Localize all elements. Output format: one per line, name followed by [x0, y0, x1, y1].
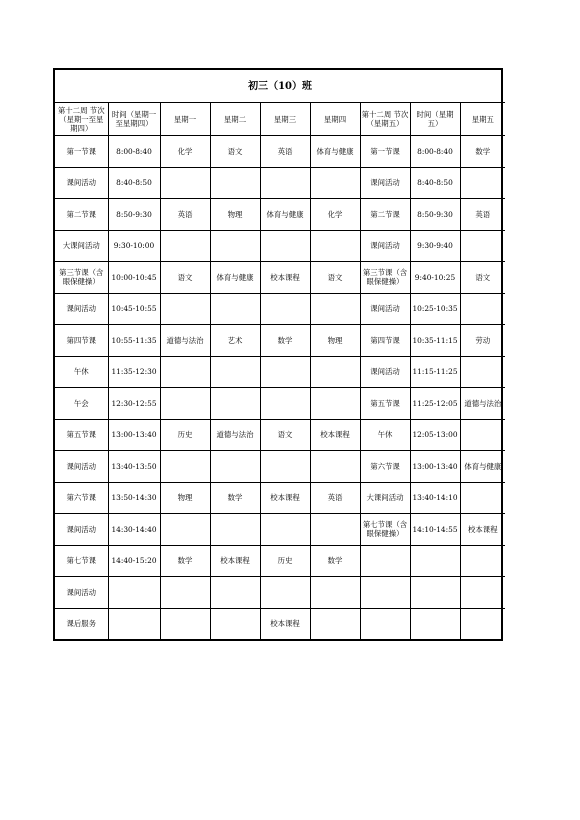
table-cell: 语文 [310, 262, 360, 294]
table-cell: 14:40-15:20 [108, 545, 160, 577]
table-cell: 9:40-10:25 [410, 262, 460, 294]
table-cell [160, 356, 210, 388]
table-cell: 英语 [260, 136, 310, 168]
table-cell: 11:35-12:30 [108, 356, 160, 388]
table-cell: 课间活动 [360, 293, 410, 325]
table-cell [460, 167, 505, 199]
table-cell [160, 577, 210, 609]
table-cell: 物理 [310, 325, 360, 357]
table-cell [310, 293, 360, 325]
table-cell: 校本课程 [210, 545, 260, 577]
table-cell [160, 293, 210, 325]
column-header: 第十二周 节次（星期一至星期四） [55, 103, 108, 136]
table-cell: 大课间活动 [55, 230, 108, 262]
table-cell: 午休 [360, 419, 410, 451]
table-cell: 语文 [160, 262, 210, 294]
table-cell [360, 608, 410, 639]
table-cell: 校本课程 [260, 262, 310, 294]
table-cell [310, 514, 360, 546]
table-cell: 8:50-9:30 [108, 199, 160, 231]
table-cell [260, 514, 310, 546]
timetable-body [55, 136, 505, 640]
table-cell: 午会 [55, 388, 108, 420]
table-cell: 化学 [310, 199, 360, 231]
table-cell: 9:30-9:40 [410, 230, 460, 262]
table-cell [108, 577, 160, 609]
table-row [55, 482, 505, 514]
header-row [55, 103, 505, 136]
table-cell [160, 167, 210, 199]
table-cell: 第五节课 [360, 388, 410, 420]
table-cell: 数学 [160, 545, 210, 577]
table-cell: 第三节课（含眼保健操） [55, 262, 108, 294]
table-cell: 第一节课 [360, 136, 410, 168]
table-cell [160, 514, 210, 546]
timetable-sheet [53, 68, 503, 641]
table-cell: 14:10-14:55 [410, 514, 460, 546]
table-cell: 11:15-11:25 [410, 356, 460, 388]
table-cell: 课间活动 [55, 293, 108, 325]
table-cell: 物理 [210, 199, 260, 231]
table-cell: 8:40-8:50 [108, 167, 160, 199]
table-cell: 13:00-13:40 [108, 419, 160, 451]
table-cell: 10:45-10:55 [108, 293, 160, 325]
table-cell [460, 230, 505, 262]
table-cell: 第四节课 [55, 325, 108, 357]
table-cell [460, 356, 505, 388]
table-cell: 12:30-12:55 [108, 388, 160, 420]
table-cell: 11:25-12:05 [410, 388, 460, 420]
table-cell: 数学 [210, 482, 260, 514]
column-header: 时间（星期一至星期四） [108, 103, 160, 136]
table-cell [310, 230, 360, 262]
table-cell: 体育与健康 [210, 262, 260, 294]
table-cell: 英语 [310, 482, 360, 514]
table-cell: 8:00-8:40 [410, 136, 460, 168]
table-row [55, 199, 505, 231]
table-row [55, 136, 505, 168]
table-cell: 语文 [460, 262, 505, 294]
table-cell: 校本课程 [460, 514, 505, 546]
table-cell [210, 167, 260, 199]
table-cell: 课间活动 [55, 514, 108, 546]
table-cell [260, 293, 310, 325]
column-header: 星期五 [460, 103, 505, 136]
table-cell: 8:40-8:50 [410, 167, 460, 199]
table-cell: 课间活动 [360, 230, 410, 262]
table-cell: 第七节课（含眼保健操） [360, 514, 410, 546]
table-cell: 10:35-11:15 [410, 325, 460, 357]
table-cell: 课后服务 [55, 608, 108, 639]
table-cell: 校本课程 [260, 482, 310, 514]
table-row [55, 608, 505, 639]
timetable [55, 70, 505, 639]
table-cell [460, 482, 505, 514]
table-row [55, 451, 505, 483]
table-cell: 化学 [160, 136, 210, 168]
table-cell: 第二节课 [55, 199, 108, 231]
table-cell [410, 608, 460, 639]
table-row [55, 325, 505, 357]
table-cell: 第二节课 [360, 199, 410, 231]
table-cell [160, 451, 210, 483]
table-cell [460, 293, 505, 325]
table-row [55, 388, 505, 420]
table-cell [310, 388, 360, 420]
table-cell [310, 451, 360, 483]
title-row [55, 70, 505, 103]
table-cell: 课间活动 [360, 356, 410, 388]
table-cell [260, 577, 310, 609]
column-header: 星期一 [160, 103, 210, 136]
column-header: 星期四 [310, 103, 360, 136]
table-cell: 12:05-13:00 [410, 419, 460, 451]
table-cell: 13:50-14:30 [108, 482, 160, 514]
class-title: 初三（10）班 [55, 70, 505, 103]
table-row [55, 262, 505, 294]
table-cell [410, 545, 460, 577]
table-cell: 8:00-8:40 [108, 136, 160, 168]
table-cell [210, 608, 260, 639]
table-row [55, 356, 505, 388]
table-cell: 第七节课 [55, 545, 108, 577]
table-cell: 13:40-13:50 [108, 451, 160, 483]
table-cell [360, 545, 410, 577]
table-cell: 体育与健康 [460, 451, 505, 483]
column-header: 时间（星期五） [410, 103, 460, 136]
table-cell: 道德与法治 [160, 325, 210, 357]
column-header: 第十二周 节次 （星期五） [360, 103, 410, 136]
table-cell: 课间活动 [55, 577, 108, 609]
table-cell [210, 388, 260, 420]
table-cell [210, 514, 260, 546]
table-cell: 课间活动 [55, 451, 108, 483]
table-cell [460, 608, 505, 639]
table-cell: 校本课程 [260, 608, 310, 639]
table-cell: 第六节课 [55, 482, 108, 514]
table-cell: 课间活动 [360, 167, 410, 199]
table-cell: 体育与健康 [260, 199, 310, 231]
table-cell: 历史 [260, 545, 310, 577]
table-cell [460, 577, 505, 609]
table-row [55, 293, 505, 325]
table-row [55, 577, 505, 609]
table-cell [360, 577, 410, 609]
table-cell: 数学 [310, 545, 360, 577]
column-header: 星期二 [210, 103, 260, 136]
table-cell: 第四节课 [360, 325, 410, 357]
table-cell [160, 388, 210, 420]
table-cell [310, 356, 360, 388]
table-cell [210, 293, 260, 325]
table-cell [108, 608, 160, 639]
table-cell: 14:30-14:40 [108, 514, 160, 546]
table-cell [310, 577, 360, 609]
table-cell [210, 577, 260, 609]
table-cell [460, 419, 505, 451]
table-cell [310, 608, 360, 639]
table-cell [210, 451, 260, 483]
table-cell: 物理 [160, 482, 210, 514]
table-cell: 数学 [460, 136, 505, 168]
table-cell: 第五节课 [55, 419, 108, 451]
table-cell [410, 577, 460, 609]
table-cell [260, 388, 310, 420]
table-cell [210, 230, 260, 262]
table-cell: 历史 [160, 419, 210, 451]
column-header: 星期三 [260, 103, 310, 136]
table-cell [260, 451, 310, 483]
table-cell: 语文 [260, 419, 310, 451]
table-cell: 数学 [260, 325, 310, 357]
table-cell: 道德与法治 [210, 419, 260, 451]
table-cell: 艺术 [210, 325, 260, 357]
table-cell: 午休 [55, 356, 108, 388]
table-cell: 劳动 [460, 325, 505, 357]
table-cell [260, 167, 310, 199]
table-cell: 第一节课 [55, 136, 108, 168]
table-cell: 第三节课（含眼保健操） [360, 262, 410, 294]
table-cell: 英语 [160, 199, 210, 231]
table-cell: 英语 [460, 199, 505, 231]
table-cell: 8:50-9:30 [410, 199, 460, 231]
table-cell [260, 230, 310, 262]
table-cell: 大课间活动 [360, 482, 410, 514]
table-row [55, 230, 505, 262]
table-cell: 第六节课 [360, 451, 410, 483]
table-cell: 体育与健康 [310, 136, 360, 168]
table-row [55, 167, 505, 199]
table-cell: 9:30-10:00 [108, 230, 160, 262]
table-cell: 10:55-11:35 [108, 325, 160, 357]
table-cell: 道德与法治 [460, 388, 505, 420]
table-cell: 13:00-13:40 [410, 451, 460, 483]
table-cell: 语文 [210, 136, 260, 168]
table-cell [310, 167, 360, 199]
table-cell: 13:40-14:10 [410, 482, 460, 514]
table-cell [260, 356, 310, 388]
table-cell: 10:00-10:45 [108, 262, 160, 294]
table-cell [160, 230, 210, 262]
table-cell: 10:25-10:35 [410, 293, 460, 325]
table-cell [460, 545, 505, 577]
table-cell [160, 608, 210, 639]
table-cell [210, 356, 260, 388]
table-row [55, 514, 505, 546]
table-cell: 课间活动 [55, 167, 108, 199]
table-row [55, 545, 505, 577]
table-cell: 校本课程 [310, 419, 360, 451]
table-row [55, 419, 505, 451]
